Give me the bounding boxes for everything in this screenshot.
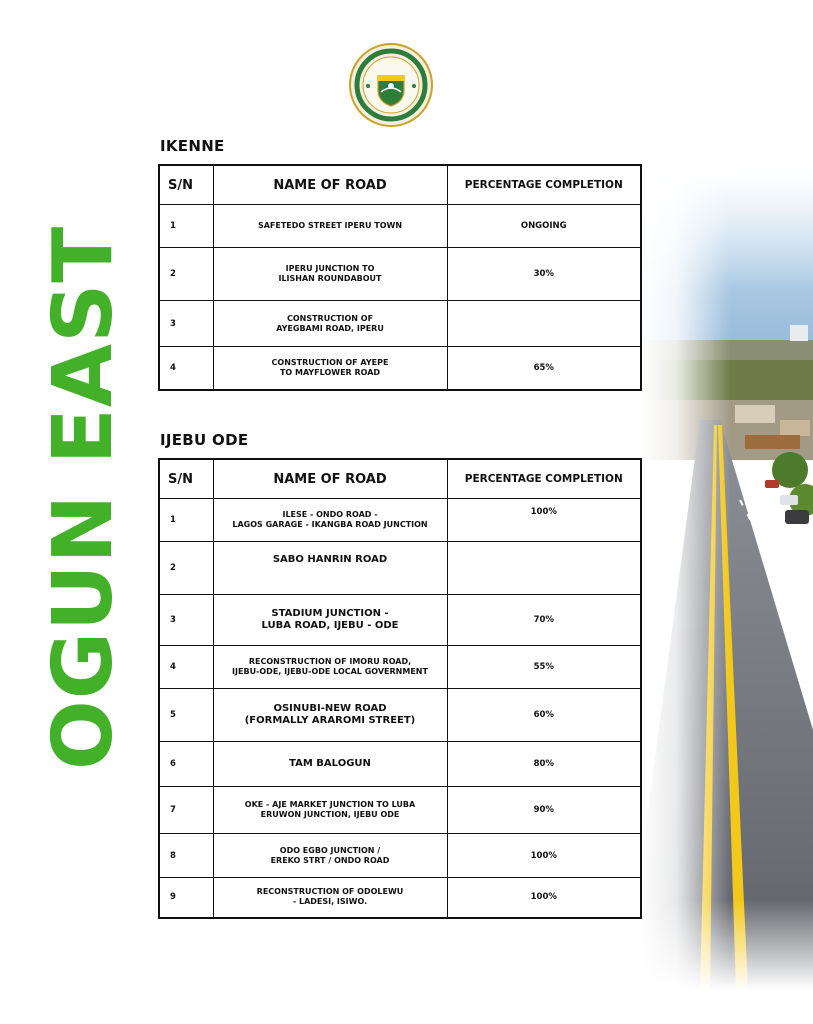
row-sn: 2 bbox=[159, 542, 213, 595]
table-row bbox=[159, 787, 641, 834]
table-row bbox=[159, 301, 641, 347]
header-completion: PERCENTAGE COMPLETION bbox=[447, 165, 641, 205]
row-sn: 7 bbox=[159, 787, 213, 834]
row-sn: 1 bbox=[159, 205, 213, 248]
row-completion: 80% bbox=[447, 742, 641, 787]
row-sn: 6 bbox=[159, 742, 213, 787]
row-sn: 3 bbox=[159, 301, 213, 347]
row-road-name: RECONSTRUCTION OF ODOLEWU - LADESI, ISIWO. bbox=[213, 878, 447, 918]
table-row bbox=[159, 834, 641, 878]
row-sn: 2 bbox=[159, 248, 213, 301]
row-road-name: SABO HANRIN ROAD bbox=[213, 542, 447, 595]
row-completion: 100% bbox=[447, 878, 641, 918]
photo-fade-left bbox=[640, 170, 730, 990]
row-sn: 4 bbox=[159, 646, 213, 689]
row-sn: 8 bbox=[159, 834, 213, 878]
table-header-row bbox=[159, 459, 641, 499]
row-road-name: OKE - AJE MARKET JUNCTION TO LUBA ERUWON JUNCTION, IJEBU ODE bbox=[213, 787, 447, 834]
header-completion: PERCENTAGE COMPLETION bbox=[447, 459, 641, 499]
table-row bbox=[159, 542, 641, 595]
row-sn: 9 bbox=[159, 878, 213, 918]
row-road-name: STADIUM JUNCTION - LUBA ROAD, IJEBU - ODE bbox=[213, 595, 447, 646]
ijebu-ode-road-table bbox=[158, 458, 642, 919]
row-completion: 100% bbox=[447, 499, 641, 542]
table-row bbox=[159, 689, 641, 742]
section-heading-ikenne: IKENNE bbox=[160, 137, 225, 155]
table-header-row bbox=[159, 165, 641, 205]
section-heading-ijebu-ode: IJEBU ODE bbox=[160, 431, 249, 449]
row-sn: 1 bbox=[159, 499, 213, 542]
header-road-name: NAME OF ROAD bbox=[213, 165, 447, 205]
table-row bbox=[159, 742, 641, 787]
row-road-name: RECONSTRUCTION OF IMORU ROAD, IJEBU-ODE, IJEBU-ODE LOCAL GOVERNMENT bbox=[213, 646, 447, 689]
seal-emblem-icon bbox=[348, 42, 434, 128]
row-sn: 4 bbox=[159, 347, 213, 390]
header-sn: S/N bbox=[159, 459, 213, 499]
row-completion bbox=[447, 542, 641, 595]
table-row bbox=[159, 205, 641, 248]
row-sn: 5 bbox=[159, 689, 213, 742]
table-row bbox=[159, 595, 641, 646]
row-sn: 3 bbox=[159, 595, 213, 646]
row-completion: ONGOING bbox=[447, 205, 641, 248]
table-row bbox=[159, 499, 641, 542]
header-sn: S/N bbox=[159, 165, 213, 205]
row-road-name: ODO EGBO JUNCTION / EREKO STRT / ONDO ROAD bbox=[213, 834, 447, 878]
row-road-name: IPERU JUNCTION TO ILISHAN ROUNDABOUT bbox=[213, 248, 447, 301]
table-row bbox=[159, 646, 641, 689]
row-road-name: SAFETEDO STREET IPERU TOWN bbox=[213, 205, 447, 248]
row-completion: 100% bbox=[447, 834, 641, 878]
ogun-state-seal bbox=[348, 42, 434, 128]
row-road-name: CONSTRUCTION OF AYEPE TO MAYFLOWER ROAD bbox=[213, 347, 447, 390]
row-completion: 90% bbox=[447, 787, 641, 834]
header-road-name: NAME OF ROAD bbox=[213, 459, 447, 499]
row-completion: 70% bbox=[447, 595, 641, 646]
row-completion bbox=[447, 301, 641, 347]
photo-fade-bottom bbox=[640, 900, 813, 990]
row-completion: 55% bbox=[447, 646, 641, 689]
row-completion: 30% bbox=[447, 248, 641, 301]
row-completion: 60% bbox=[447, 689, 641, 742]
region-title: OGUN EAST bbox=[36, 225, 131, 770]
table-row bbox=[159, 878, 641, 918]
photo-fade-top bbox=[640, 170, 813, 290]
ikenne-road-table bbox=[158, 164, 642, 391]
table-row bbox=[159, 347, 641, 390]
row-road-name: OSINUBI-NEW ROAD (FORMALLY ARAROMI STREET) bbox=[213, 689, 447, 742]
row-road-name: CONSTRUCTION OF AYEGBAMI ROAD, IPERU bbox=[213, 301, 447, 347]
row-road-name: ILESE - ONDO ROAD - LAGOS GARAGE - IKANGBA ROAD JUNCTION bbox=[213, 499, 447, 542]
row-completion: 65% bbox=[447, 347, 641, 390]
row-road-name: TAM BALOGUN bbox=[213, 742, 447, 787]
table-row bbox=[159, 248, 641, 301]
